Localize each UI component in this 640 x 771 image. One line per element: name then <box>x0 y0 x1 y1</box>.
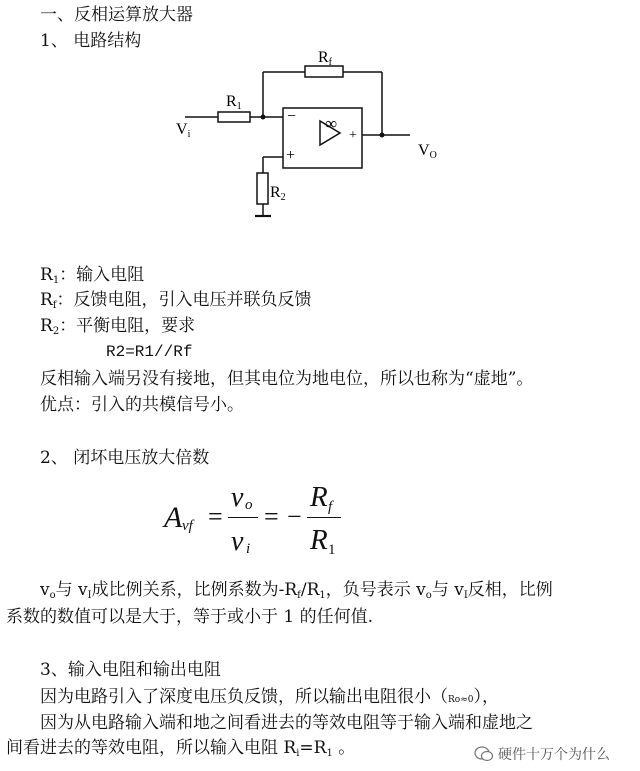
circuit-diagram <box>0 0 640 230</box>
watermark <box>474 744 610 764</box>
junction-dot <box>261 115 266 120</box>
section-3-title: 3、输入电阻和输出电阻 <box>40 660 221 680</box>
virtual-ground-paragraph: 反相输入端另没有接地，但其电位为地电位，所以也称为“虚地”。 <box>40 369 534 389</box>
section-1-title: 1、 电路结构 <box>40 31 142 51</box>
label-vi: Vi <box>176 121 191 140</box>
input-resistance-line1: 因为从电路输入端和地之间看进去的等效电阻等于输入端和虚地之 <box>40 713 533 733</box>
ratio-paragraph-line2: 系数的数值可以是大于，等于或小于 1 的任何值. <box>6 607 374 627</box>
page-title: 一、反相运算放大器 <box>40 5 193 25</box>
label-rf: Rf <box>318 49 333 68</box>
noninverting-sign: + <box>286 147 296 164</box>
balance-formula: R2=R1//Rf <box>106 343 193 361</box>
label-r1: R1 <box>226 93 242 112</box>
output-plus-sign: + <box>349 128 357 143</box>
output-resistance-paragraph: 因为电路引入了深度电压负反馈，所以输出电阻很小（Ro≈0）， <box>40 687 499 707</box>
ratio-paragraph-line1: $v_o$与 $v_I$成比例关系，比例系数为$-R_f/R_1$，负号表示 $v_o$与 $v_I$反相，比例 <box>40 580 553 601</box>
input-resistance-line2: 间看进去的等效电阻，所以输入电阻 $R_i=R_1$ 。 <box>6 738 356 759</box>
watermark-text: 硬件十万个为什么 <box>498 747 610 763</box>
wechat-icon <box>474 745 494 763</box>
junction-dot <box>380 133 385 138</box>
section-2-title: 2、 闭坏电压放大倍数 <box>40 448 210 468</box>
def-r2: $R_2$：平衡电阻，要求 <box>40 316 196 337</box>
infinity-symbol: ∞ <box>325 114 338 133</box>
resistor-rf <box>305 66 343 77</box>
resistor-r1 <box>218 112 250 122</box>
advantage-paragraph: 优点：引入的共模信号小。 <box>40 395 244 415</box>
inverting-sign: − <box>287 108 297 125</box>
label-vo: VO <box>418 142 437 161</box>
def-rf: $R_f$：反馈电阻，引入电压并联负反馈 <box>40 290 312 311</box>
resistor-r2 <box>257 173 268 204</box>
label-r2: R2 <box>270 184 286 203</box>
def-r1: $R_1$：输入电阻 <box>40 265 145 286</box>
